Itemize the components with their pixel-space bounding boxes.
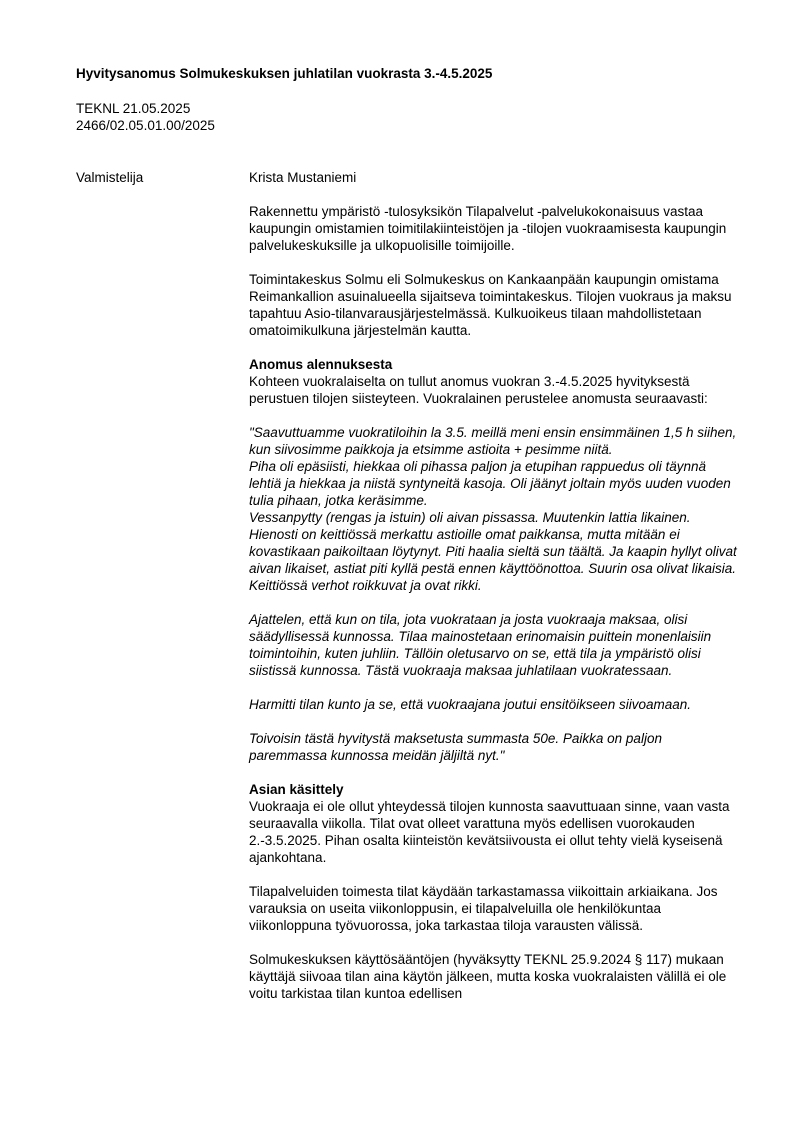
section-heading-handling: Asian käsittely — [249, 782, 344, 797]
document-meta — [76, 100, 215, 134]
quote-line-3: Vessanpytty (rengas ja istuin) oli aivan pissassa. Muutenkin lattia likainen. Hienosti on keittiössä merkattu astioille omat paikkansa, mutta mitään ei kovastikaan paikoiltaan löytynyt. Piti haalia sieltä sun täältä. Ja kaapin hyllyt olivat aivan likaiset, astiat piti kyllä pestä ennen käyttöönottoa. Suurin osa olivat likaisia. — [249, 510, 737, 576]
preparer-name: Krista Mustaniemi — [249, 170, 357, 185]
request-paragraph: Kohteen vuokralaiselta on tullut anomus vuokran 3.-4.5.2025 hyvityksestä perustuen tilojen siisteyteen. Vuokralainen perustelee anomusta seuraavasti: — [249, 374, 708, 406]
document-title: Hyvitysanomus Solmukeskuksen juhlatilan vuokrasta 3.-4.5.2025 — [76, 66, 493, 81]
quote-line-1: "Saavuttuamme vuokratiloihin la 3.5. meillä meni ensin ensimmäinen 1,5 h siihen, kun siivosimme paikkoja ja etsimme astioita + pesimme niitä. — [249, 425, 737, 457]
case-number: 2466/02.05.01.00/2025 — [76, 118, 215, 133]
quote-paragraph-2: Ajattelen, että kun on tila, jota vuokrataan ja josta vuokraaja maksaa, olisi säädyllisessä kunnossa. Tilaa mainostetaan erinomaisin puittein monenlaisiin toimintoihin, kuten juhliin. Tällöin oletusarvo on se, että tila ja ympäristö olisi siistissä kunnossa. Tästä vuokraaja maksaa juhlatilaan vuokratessaan. — [249, 612, 712, 678]
intro-paragraph-2: Toimintakeskus Solmu eli Solmukeskus on Kankaanpään kaupungin omistama Reimankallion asuinalueella sijaitseva toimintakeskus. Tilojen vuokraus ja maksu tapahtuu Asio-tilanvarausjärjestelmässä. Kulkuoikeus tilaan mahdollistetaan omatoimikulkuna järjestelmän kautta. — [249, 272, 732, 338]
tenant-quote — [249, 424, 741, 764]
document-body — [249, 169, 741, 1019]
intro-paragraph-1: Rakennettu ympäristö -tulosyksikön Tilapalvelut -palvelukokonaisuus vastaa kaupungin omistamien toimitilakiinteistöjen ja -tilojen vuokraamisesta kaupungin palvelukeskuksille ja ulkopuolisille toimijoille. — [249, 204, 727, 253]
handling-paragraph-2: Tilapalveluiden toimesta tilat käydään tarkastamassa viikoittain arkiaikana. Jos varauksia on useita viikonloppusin, ei tilapalveluilla ole henkilökuntaa viikonloppuna työvuorossa, joka tarkastaa tiloja varausten välissä. — [249, 884, 718, 933]
meeting-reference: TEKNL 21.05.2025 — [76, 101, 191, 116]
handling-paragraph-1: Vuokraaja ei ole ollut yhteydessä tilojen kunnosta saavuttuaan sinne, vaan vasta seuraavalla viikolla. Tilat ovat olleet varattuna myös edellisen vuorokauden 2.-3.5.2025. Pihan osalta kiinteistön kevätsiivousta ei ollut tehty vielä kyseisenä ajankohtana. — [249, 799, 730, 865]
quote-line-2: Piha oli epäsiisti, hiekkaa oli pihassa paljon ja etupihan rappuedus oli täynnä lehtiä ja hiekkaa ja niistä syntyneitä kasoja. Oli jäänyt joltain myös uuden vuoden tulia pihaan, jotka keräsimme. — [249, 459, 731, 508]
section-heading-request: Anomus alennuksesta — [249, 357, 393, 372]
quote-paragraph-1 — [249, 424, 741, 594]
quote-paragraph-3: Harmitti tilan kunto ja se, että vuokraajana joutui ensitöikseen siivoamaan. — [249, 697, 691, 712]
quote-line-4: Keittiössä verhot roikkuvat ja ovat rikki. — [249, 578, 482, 593]
preparer-label: Valmistelija — [76, 170, 144, 185]
handling-paragraph-3: Solmukeskuksen käyttösääntöjen (hyväksytty TEKNL 25.9.2024 § 117) mukaan käyttäjä siivoaa tilan aina käytön jälkeen, mutta koska vuokralaisten välillä ei ole voitu tarkistaa tilan kuntoa edellisen — [249, 952, 727, 1001]
quote-paragraph-4: Toivoisin tästä hyvitystä maksetusta summasta 50e. Paikka on paljon paremmassa kunnossa meidän jäljiltä nyt." — [249, 731, 662, 763]
